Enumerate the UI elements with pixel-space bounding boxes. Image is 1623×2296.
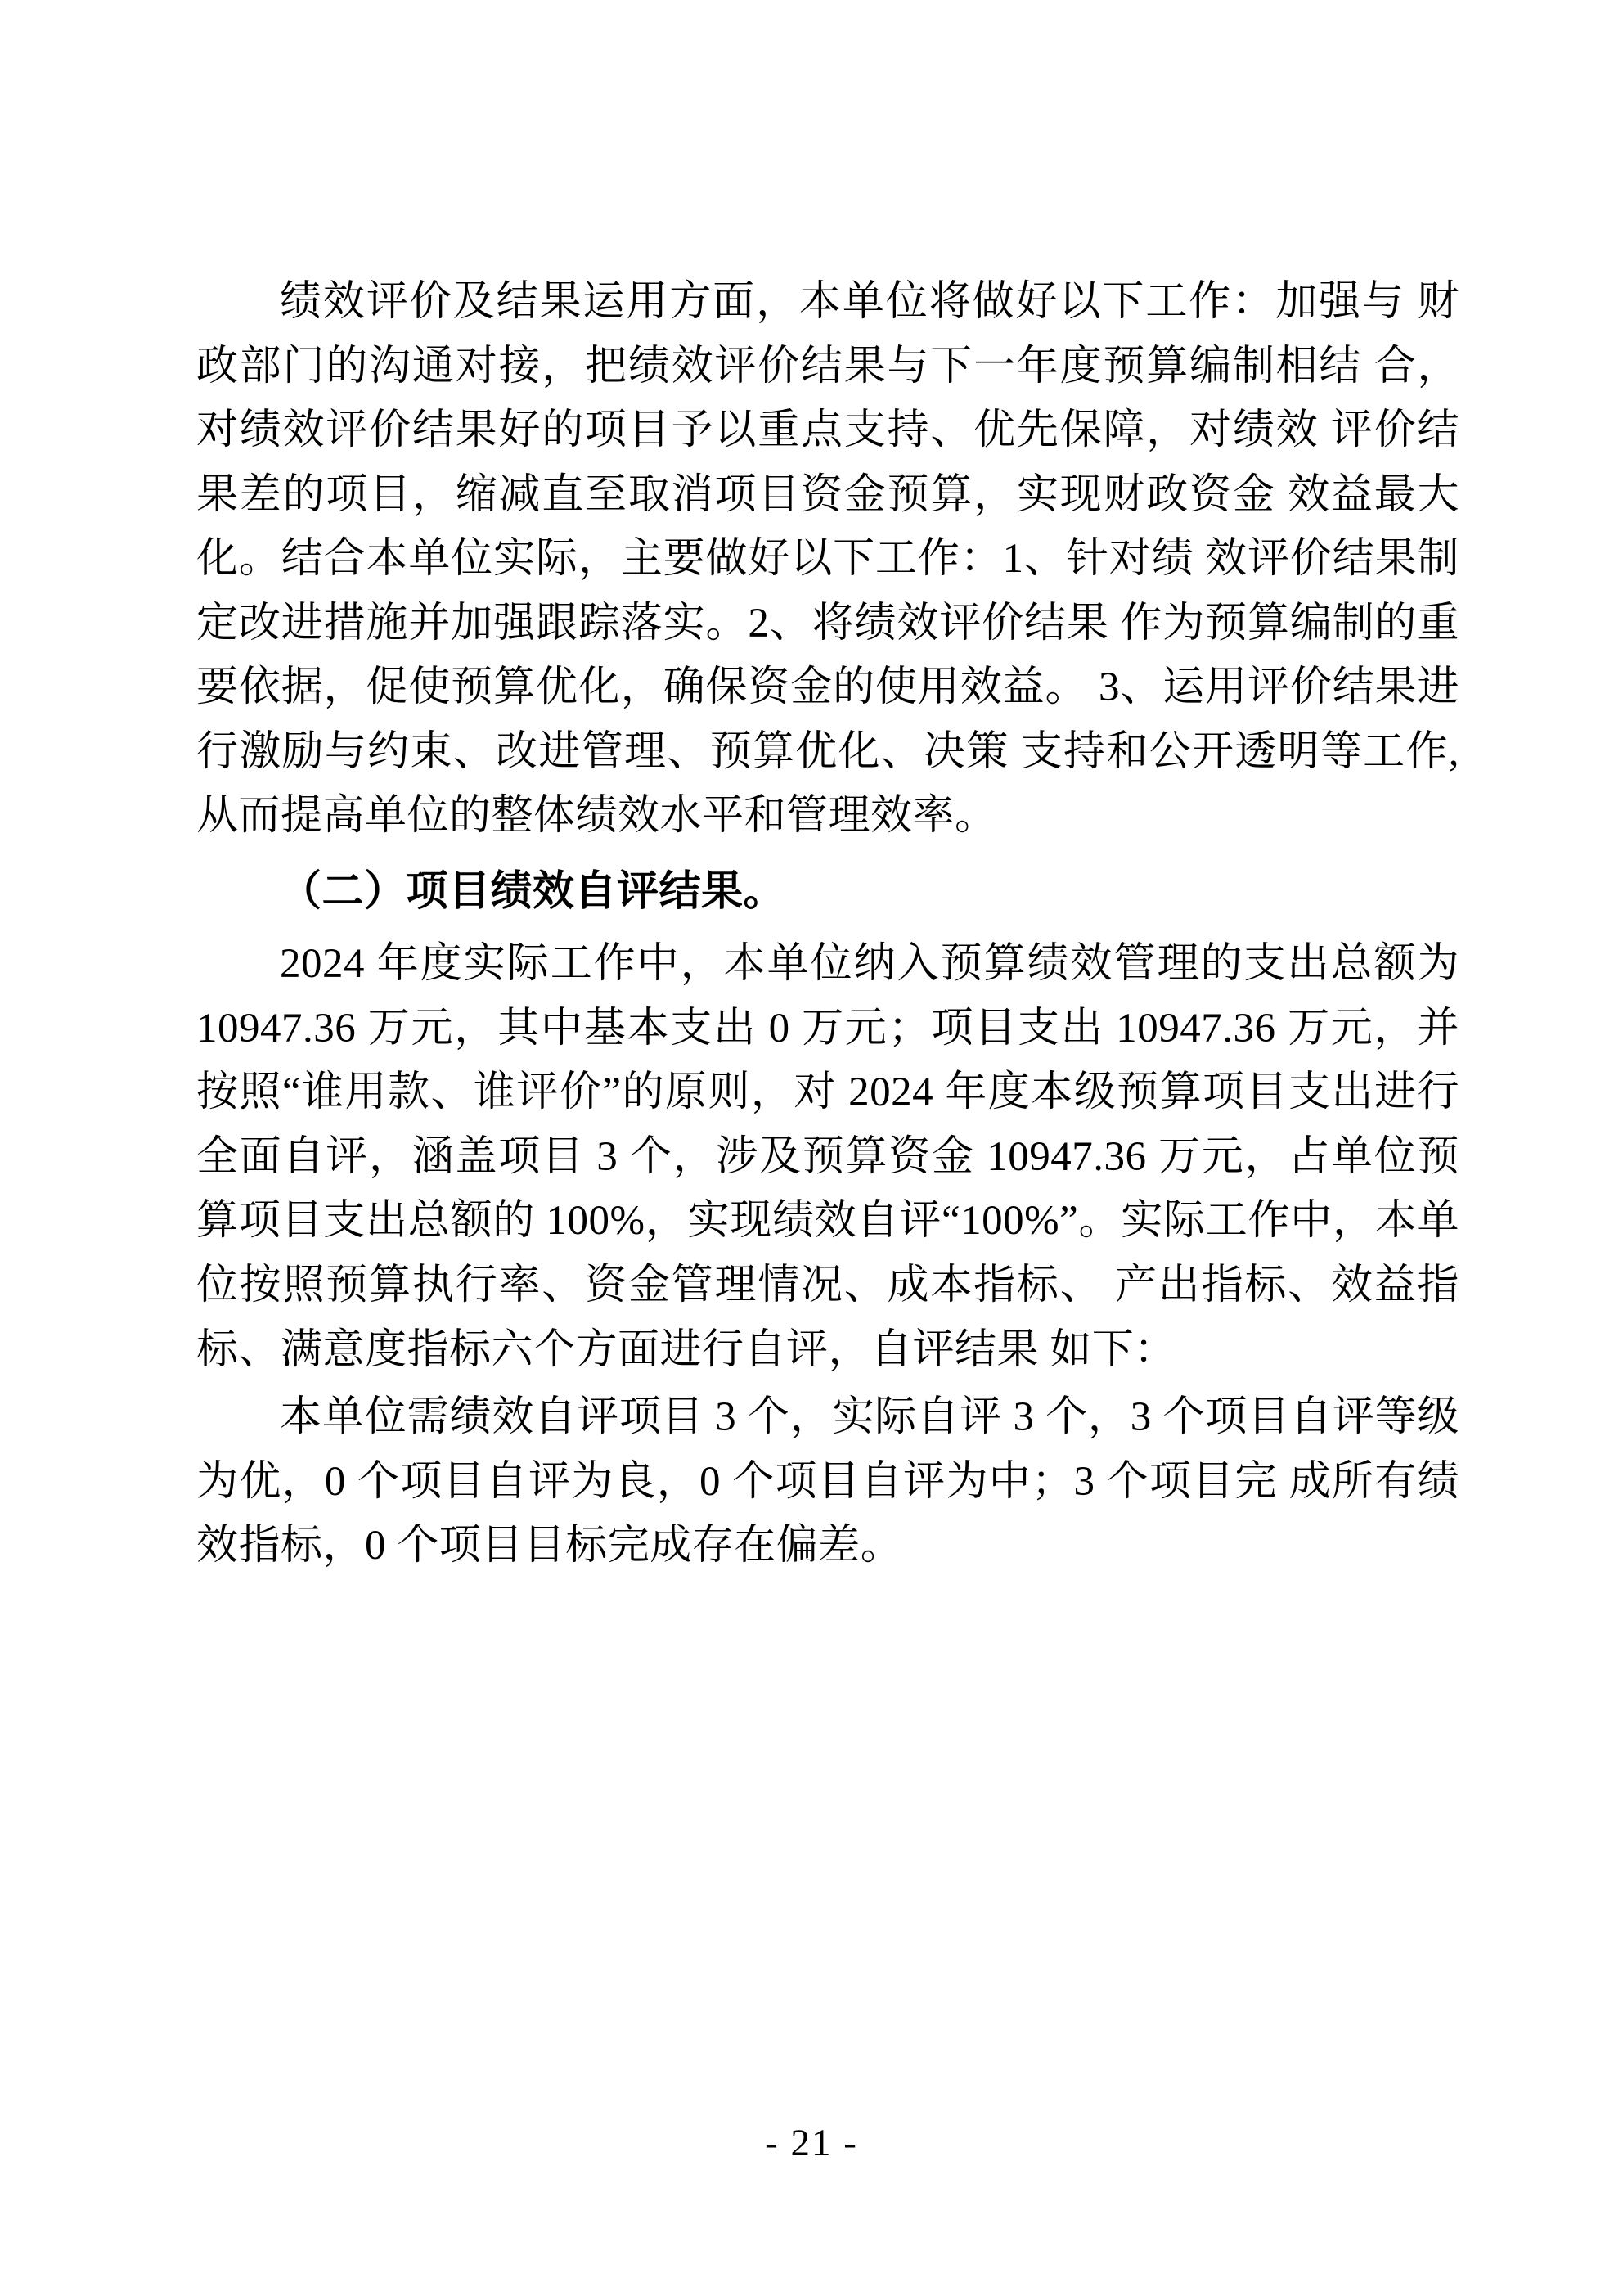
section-heading-project-performance-self-evaluation: （二）项目绩效自评结果。	[280, 868, 786, 915]
paragraph-performance-evaluation-usage: 绩效评价及结果运用方面，本单位将做好以下工作：加强与 财政部门的沟通对接，把绩效评价结果与下一年度预算编制相结 合，对绩效评价结果好的项目予以重点支持、优先保障，对绩效 评价结果差的项目，缩减直至取消项目资金预算，实现财政资金 效益最大化。结合本单位实际，主要做好以下工作：1、针对绩 效评价结果制定改进措施并加强跟踪落实。2、将绩效评价结果 作为预算编制的重要依据，促使预算优化，确保资金的使用效益。 3、运用评价结果进行激励与约束、改进管理、预算优化、决策 支持和公开透明等工作,从而提高单位的整体绩效水平和管理效率。	[196, 279, 1459, 840]
page-number: - 21 -	[765, 2122, 858, 2164]
paragraph-self-evaluation-results-summary: 本单位需绩效自评项目 3 个，实际自评 3 个，3 个项目自评等级为优，0 个项目自评为良，0 个项目自评为中；3 个项目完 成所有绩效指标，0 个项目目标完成存在偏差。	[196, 1394, 1459, 1569]
paragraph-2024-budget-self-evaluation: 2024 年度实际工作中，本单位纳入预算绩效管理的支出总额为 10947.36 万元，其中基本支出 0 万元；项目支出 10947.36 万元，并按照“谁用款、谁评价”的原则，对 2024 年度本级预算项目支出进行全面自评，涵盖项目 3 个，涉及预算资金 10947.36 万元，占单位预算项目支出总额的 100%，实现绩效自评“100%”。实际工作中，本单位按照预算执行率、资金管理情况、成本指标、 产出指标、效益指标、满意度指标六个方面进行自评，自评结果 如下：	[196, 941, 1459, 1373]
